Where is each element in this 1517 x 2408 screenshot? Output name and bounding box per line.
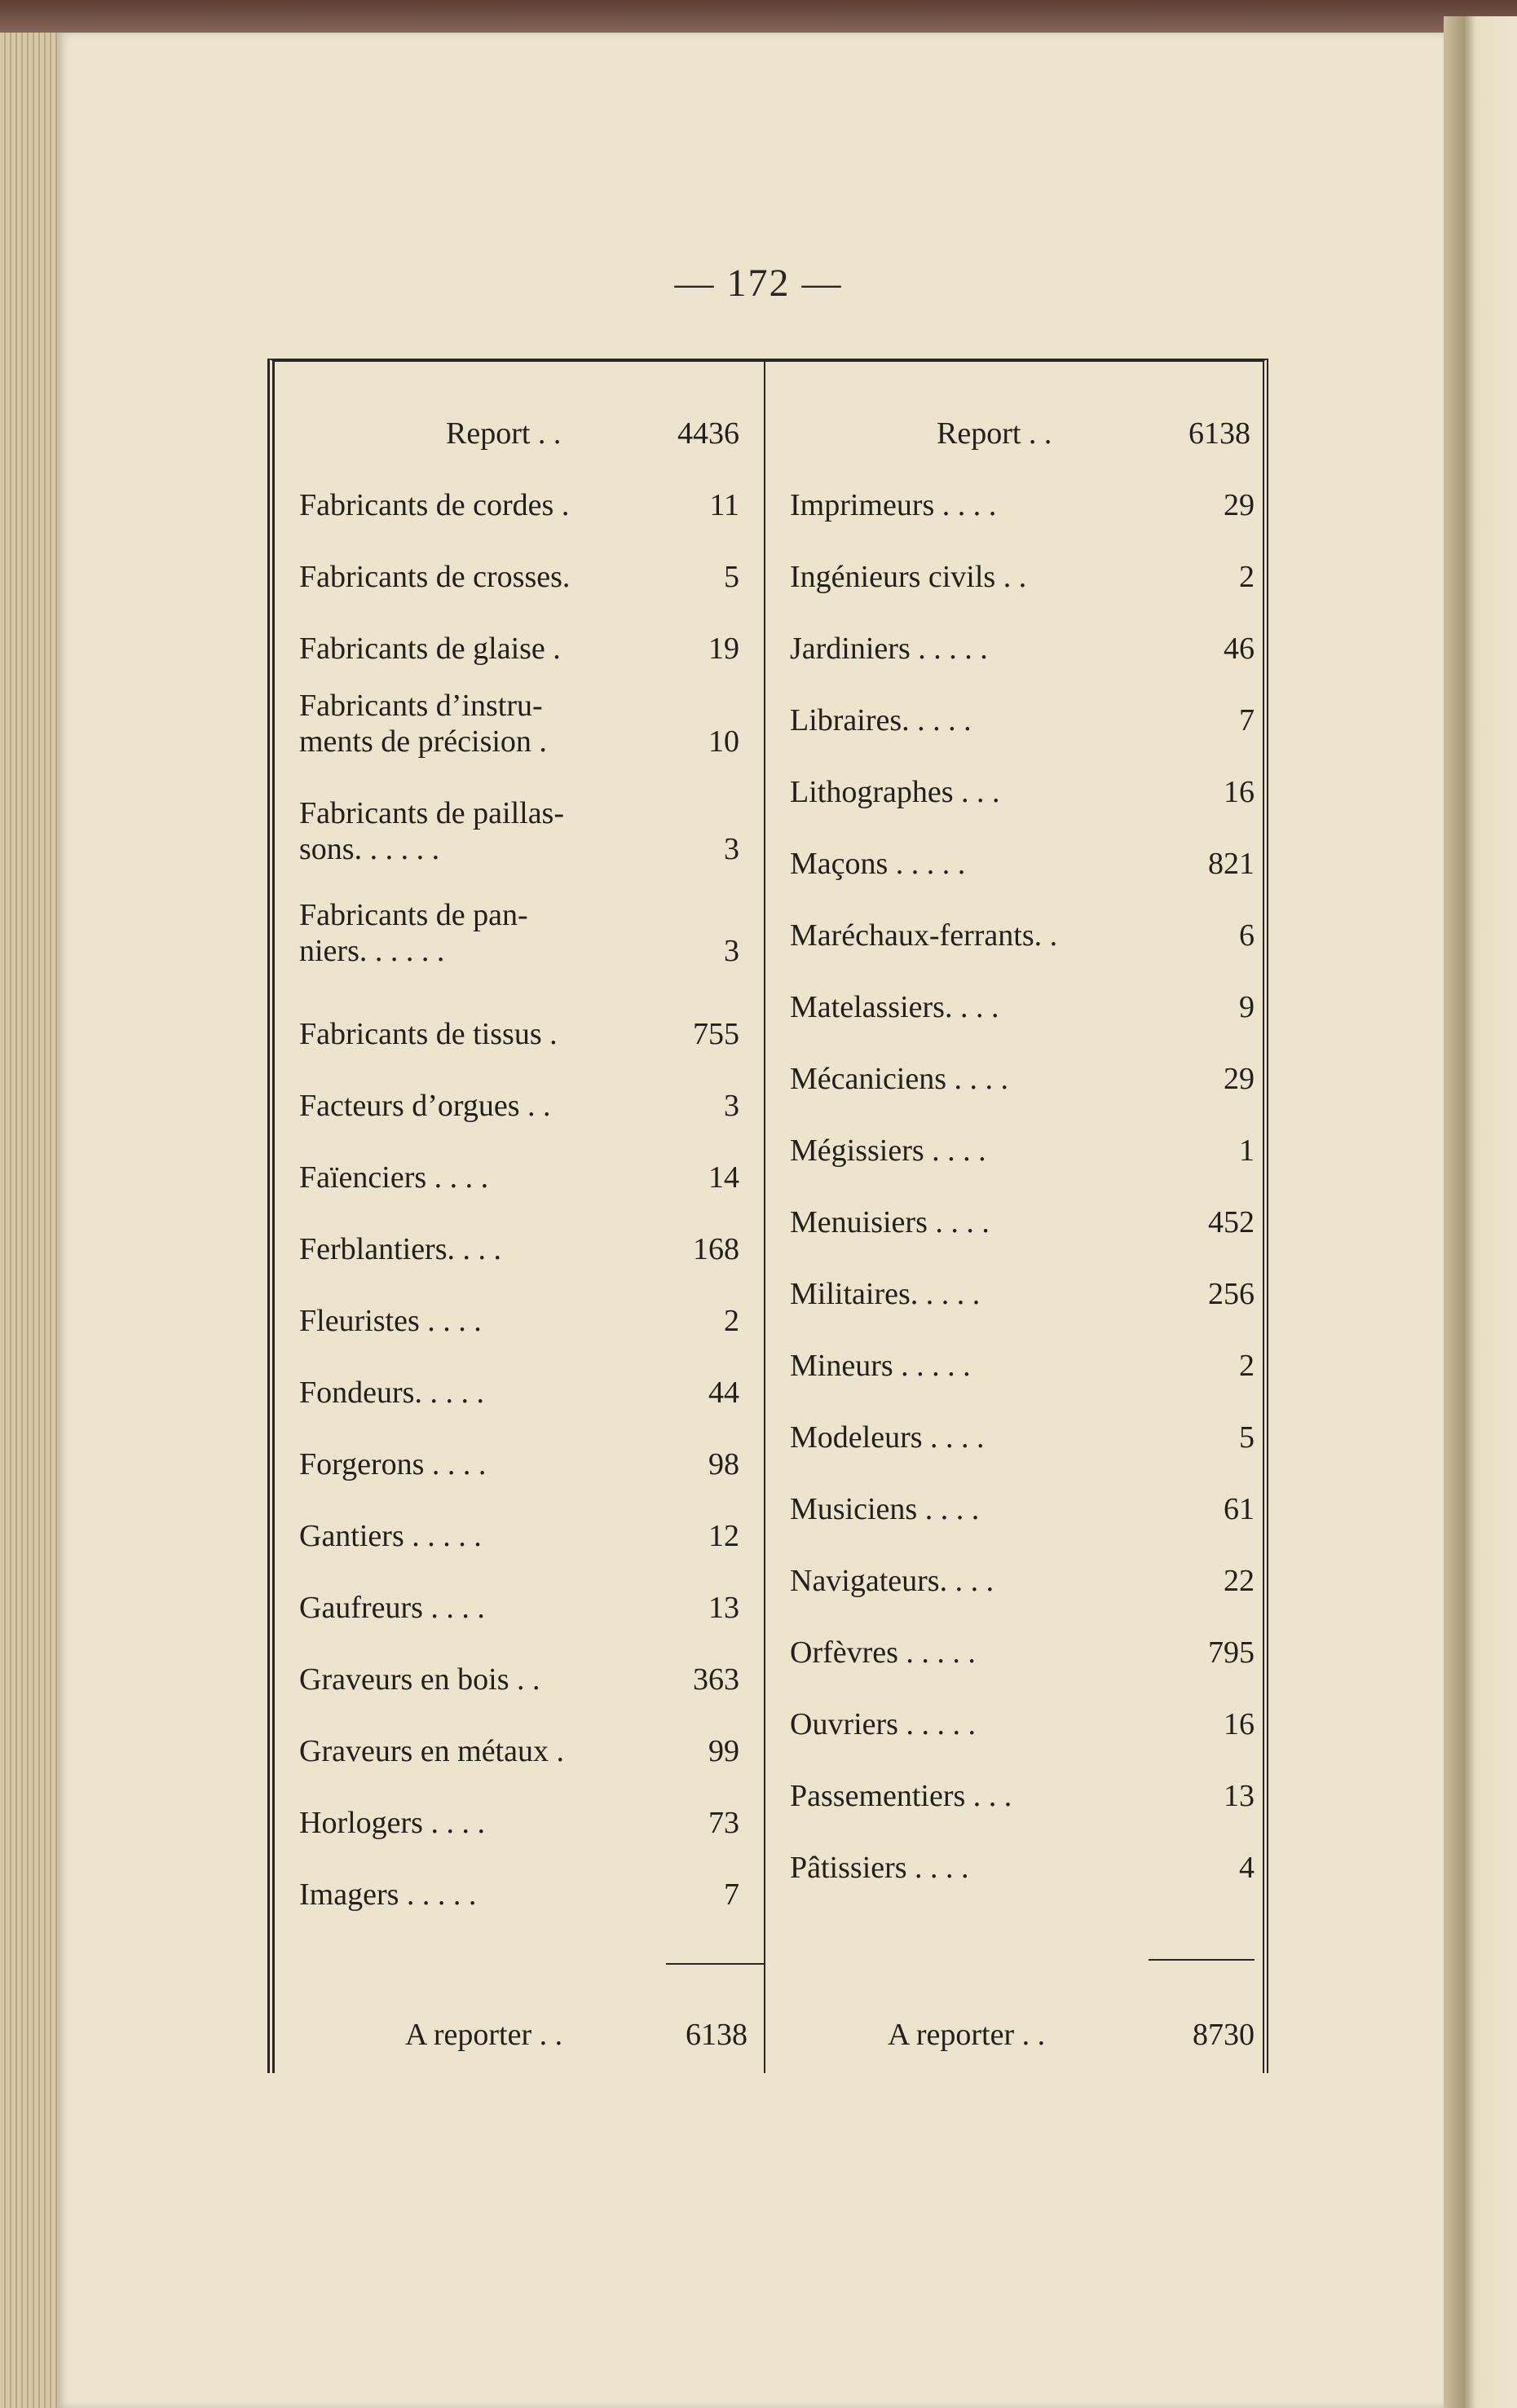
report-row-right-value: 6138 [1188,416,1250,451]
carry-row-left-label: A reporter . . [405,2018,563,2052]
table-row-right [790,451,1255,523]
table-row-right-label: Libraires. . . . . [790,703,972,737]
table-row-right-value: 9 [1239,990,1255,1024]
carry-row-right-value: 8730 [1193,2018,1255,2052]
table-row-left-label: Fabricants de pan- niers. . . . . . [299,898,528,968]
table-row-right-label: Modeleurs . . . . [790,1420,985,1455]
table-row-right-value: 2 [1239,1349,1255,1383]
table-row-right [790,595,1255,667]
table-row-left-label: Fabricants de cordes . [299,488,570,522]
table-row-left-value: 363 [693,1662,739,1697]
table-row-left-value: 73 [708,1806,739,1840]
table-row-right-value: 452 [1208,1205,1255,1239]
table-row-left-label: Fabricants de crosses. [299,560,571,594]
table-row-left [299,1339,739,1411]
table-row-left-label: Fabricants de tissus . [299,1017,558,1051]
table-row-right [790,1384,1255,1455]
table-row-right-label: Ingénieurs civils . . [790,560,1027,594]
table-row-left-value: 13 [708,1591,739,1625]
table-row-right-value: 16 [1224,775,1255,809]
table-row-right [790,882,1255,953]
table-row-right-value: 7 [1239,703,1255,737]
table-row-left-label: Ferblantiers. . . . [299,1232,502,1266]
report-row-right [937,380,1250,451]
table-row-right-value: 821 [1208,847,1255,881]
table-row-right [790,1742,1255,1814]
carry-row-left-value: 6138 [686,2018,747,2052]
book-top-edge [0,0,1517,37]
table-row-left [299,1411,739,1482]
table-row-left-label: Gaufreurs . . . . [299,1591,485,1625]
table-row-right-label: Maçons . . . . . [790,847,966,881]
table-row-right-value: 22 [1224,1564,1255,1598]
occupation-table [267,359,1268,2073]
table-row-right [790,667,1255,738]
table-row-left-value: 755 [693,1017,739,1051]
table-row-left-value: 7 [724,1878,739,1912]
table-row-left-label: Gantiers . . . . . [299,1519,482,1553]
table-row-left-value: 19 [708,632,739,666]
table-row-left-value: 3 [724,934,739,968]
table-row-left-label: Faïenciers . . . . [299,1160,489,1195]
table-row-left-value: 10 [708,724,739,759]
carry-row-right-label: A reporter . . [888,2018,1046,2052]
table-row-right-value: 29 [1224,1062,1255,1096]
table-row-left-value: 14 [708,1160,739,1195]
report-row-left-label: Report . . [446,416,562,451]
table-row-left [299,688,739,759]
table-row-right-label: Militaires. . . . . [790,1277,981,1311]
table-row-right-label: Mineurs . . . . . [790,1349,971,1383]
table-row-left-label: Facteurs d’orgues . . [299,1089,551,1123]
table-row-right-label: Imprimeurs . . . . [790,488,997,522]
table-row-right-value: 16 [1224,1707,1255,1741]
sum-line-right [1149,1959,1255,1961]
table-row-left-label: Fondeurs. . . . . [299,1376,484,1410]
table-row-right-label: Mécaniciens . . . . [790,1062,1009,1096]
report-row-left-value: 4436 [677,416,739,451]
table-row-left [299,980,739,1052]
table-row-left-label: Fabricants de paillas- sons. . . . . . [299,796,565,866]
table-row-left [299,1482,739,1554]
table-row-right [790,1240,1255,1312]
table-row-right-value: 256 [1208,1277,1255,1311]
table-row-right [790,1025,1255,1097]
column-divider [764,362,765,2073]
carry-row-left [405,1981,747,2053]
table-row-right-value: 5 [1239,1420,1255,1455]
table-row-left-label: Imagers . . . . . [299,1878,477,1912]
table-row-left [299,795,739,867]
table-row-left [299,1052,739,1124]
table-row-right [790,1097,1255,1169]
table-row-right [790,738,1255,810]
table-row-right [790,810,1255,882]
table-row-right-label: Matelassiers. . . . [790,990,999,1024]
table-row-left [299,1697,739,1769]
table-row-left-label: Graveurs en métaux . [299,1734,564,1768]
table-row-right-label: Lithographes . . . [790,775,1000,809]
table-row-left-value: 98 [708,1447,739,1481]
table-row-left [299,595,739,667]
table-row-left-value: 168 [693,1232,739,1266]
table-row-right-label: Navigateurs. . . . [790,1564,994,1598]
table-row-right [790,1671,1255,1742]
table-row-left [299,1769,739,1841]
table-row-right-label: Menuisiers . . . . [790,1205,990,1239]
table-row-right-label: Orfèvres . . . . . [790,1635,976,1670]
table-row-left-label: Horlogers . . . . [299,1806,485,1840]
table-row-right-label: Maréchaux-ferrants. . [790,918,1058,953]
table-row-left [299,523,739,595]
table-row-left-value: 12 [708,1519,739,1553]
carry-row-right [888,1981,1255,2053]
table-row-right [790,523,1255,595]
book-right-edge [1444,16,1517,2408]
table-row-right-value: 2 [1239,560,1255,594]
table-row-right-label: Mégissiers . . . . [790,1134,986,1168]
table-row-right [790,1599,1255,1671]
report-row-left [446,380,739,451]
table-row-right-value: 29 [1224,488,1255,522]
table-row-left-value: 99 [708,1734,739,1768]
table-row-right-value: 6 [1239,918,1255,953]
table-row-left [299,1195,739,1267]
table-row-right-label: Musiciens . . . . [790,1492,980,1526]
table-row-left [299,1554,739,1626]
table-row-left-value: 3 [724,1089,739,1123]
table-row-right-label: Pâtissiers . . . . [790,1851,969,1885]
table-row-left [299,1626,739,1697]
sum-line-left [666,1963,764,1965]
table-row-right [790,953,1255,1025]
table-row-right [790,1455,1255,1527]
table-row-right-value: 795 [1208,1635,1255,1670]
table-row-left-value: 2 [724,1304,739,1338]
table-row-left [299,897,739,969]
table-row-right-value: 61 [1224,1492,1255,1526]
table-row-right-label: Jardiniers . . . . . [790,632,988,666]
table-row-left-label: Fabricants d’instru- ments de précision . [299,689,547,759]
table-row-right-value: 1 [1239,1134,1255,1168]
table-row-left-label: Fabricants de glaise . [299,632,561,666]
table-row-right-value: 46 [1224,632,1255,666]
table-row-right [790,1814,1255,1886]
table-row-left-label: Forgerons . . . . [299,1447,487,1481]
table-row-right [790,1527,1255,1599]
table-row-left [299,1841,739,1913]
table-row-left [299,451,739,523]
report-row-right-label: Report . . [937,416,1052,451]
table-row-left-value: 44 [708,1376,739,1410]
table-row-left-label: Graveurs en bois . . [299,1662,540,1697]
table-row-right [790,1312,1255,1384]
table-row-left-value: 3 [724,832,739,866]
page-number: — 172 — [674,262,843,305]
table-row-right-label: Passementiers . . . [790,1779,1012,1813]
table-row-left-label: Fleuristes . . . . [299,1304,482,1338]
table-row-right-label: Ouvriers . . . . . [790,1707,976,1741]
table-row-left-value: 5 [724,560,739,594]
table-row-right-value: 4 [1239,1851,1255,1885]
table-row-left [299,1267,739,1339]
table-row-left [299,1124,739,1195]
table-row-right [790,1169,1255,1240]
table-row-left-value: 11 [709,488,739,522]
table-row-right-value: 13 [1224,1779,1255,1813]
